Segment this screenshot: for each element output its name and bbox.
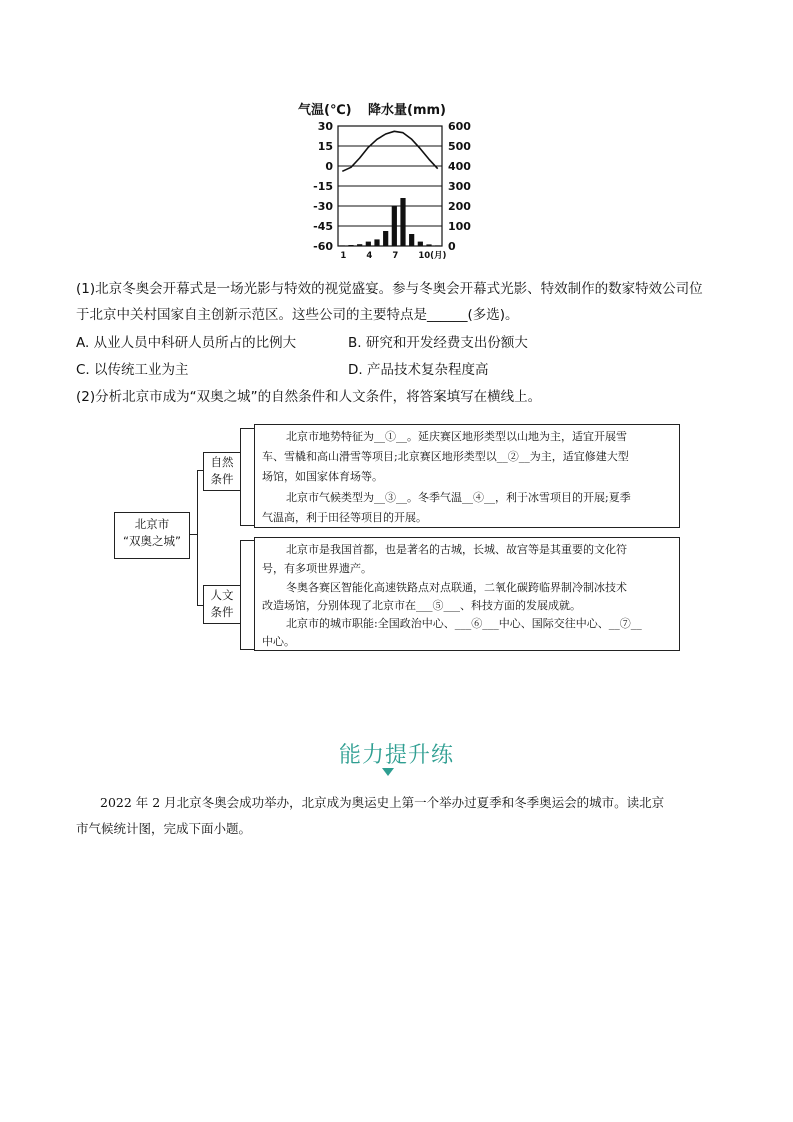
temp-tick-label: -60 [313, 240, 333, 253]
precip-tick-label: 500 [448, 140, 471, 153]
natural-label-1: 自然 [210, 455, 234, 469]
precip-bar [426, 244, 431, 246]
temp-axis-label: 气温(℃) [298, 103, 352, 118]
precip-tick-label: 600 [448, 120, 471, 133]
human-text-1: 北京市是我国首都，也是著名的古城，长城、故宫等是其重要的文化符 [286, 543, 627, 556]
human-conditions-node [203, 585, 241, 624]
natural-text-3: 场馆，如国家体育场等。 [262, 470, 383, 483]
precip-bar [340, 245, 345, 246]
question1-line2: 于北京中关村国家自主创新示范区。这些公司的主要特点是______(多选)。 [76, 307, 519, 323]
precip-bar [435, 245, 440, 246]
precip-bar [357, 244, 362, 246]
option-d: D. 产品技术复杂程度高 [348, 362, 489, 378]
precip-bar [400, 198, 405, 246]
month-tick-label: 4 [366, 251, 373, 261]
connector [240, 428, 254, 429]
human-text-6: 中心。 [262, 635, 295, 648]
temp-tick-label: 0 [325, 160, 333, 173]
intro-line1: 2022 年 2 月北京冬奥会成功举办，北京成为奥运史上第一个举办过夏季和冬季奥运会的城市。读北京 [100, 795, 665, 810]
human-label-2: 条件 [210, 605, 234, 619]
precip-bar [383, 231, 388, 246]
human-label-1: 人文 [210, 588, 234, 602]
precip-tick-label: 100 [448, 220, 471, 233]
temp-tick-label: -45 [313, 220, 333, 233]
human-text-3: 冬奥各赛区智能化高速铁路点对点联通，二氧化碳跨临界制冷制冰技术 [286, 581, 627, 594]
temp-tick-label: -15 [313, 180, 333, 193]
precip-bar [366, 242, 371, 246]
natural-conditions-node [203, 452, 241, 491]
root-node [114, 512, 190, 559]
temp-tick-label: 15 [317, 140, 333, 153]
question2-text: (2)分析北京市成为“双奥之城”的自然条件和人文条件，将答案填写在横线上。 [76, 389, 542, 405]
temp-tick-label: -30 [313, 200, 333, 213]
connector [240, 649, 254, 650]
precip-tick-label: 200 [448, 200, 471, 213]
precip-bar [374, 239, 379, 246]
temp-tick-label: 30 [317, 120, 333, 133]
section-title: 能力提升练 [338, 743, 454, 768]
human-text-2: 号，有多项世界遗产。 [262, 562, 372, 575]
intro-line2: 市气候统计图，完成下面小题。 [76, 821, 252, 836]
question1-line1: (1)北京冬奥会开幕式是一场光影与特效的视觉盛宴。参与冬奥会开幕式光影、特效制作的数家特效公司位 [76, 281, 703, 297]
human-text-5: 北京市的城市职能:全国政治中心、___⑥___中心、国际交往中心、__⑦__ [286, 617, 642, 630]
temp-curve [342, 131, 437, 171]
root-line1: 北京市 [134, 517, 170, 531]
connector [240, 540, 254, 541]
month-tick-label: 10(月) [418, 251, 447, 261]
precip-bar [348, 245, 353, 246]
natural-text-4: 北京市气候类型为__③__。冬季气温__④__，利于冰雪项目的开展;夏季 [286, 491, 631, 504]
option-b: B. 研究和开发经费支出份额大 [348, 335, 528, 351]
month-tick-label: 1 [340, 251, 347, 261]
root-line2: “双奥之城” [123, 534, 181, 548]
natural-label-2: 条件 [210, 472, 234, 486]
precip-bar [392, 206, 397, 246]
month-tick-label: 7 [392, 251, 399, 261]
connector [240, 525, 254, 526]
precip-tick-label: 400 [448, 160, 471, 173]
precip-bar [409, 234, 414, 246]
precip-tick-label: 0 [448, 240, 456, 253]
climate-chart [296, 98, 476, 264]
connector [197, 470, 198, 606]
natural-text-2: 车、雪橇和高山滑雪等项目;北京赛区地形类型以__②__为主，适宜修建大型 [262, 450, 629, 463]
option-a: A. 从业人员中科研人员所占的比例大 [76, 335, 297, 351]
human-text-4: 改造场馆，分别体现了北京市在___⑤___、科技方面的发展成就。 [262, 599, 581, 612]
precip-bar [418, 242, 423, 246]
precip-tick-label: 300 [448, 180, 471, 193]
option-c: C. 以传统工业为主 [76, 362, 189, 378]
natural-text-1: 北京市地势特征为__①__。延庆赛区地形类型以山地为主，适宜开展雪 [286, 430, 627, 443]
precip-axis-label: 降水量(mm) [368, 103, 446, 118]
title-marker-icon [382, 768, 394, 776]
natural-text-5: 气温高，利于田径等项目的开展。 [262, 511, 427, 524]
